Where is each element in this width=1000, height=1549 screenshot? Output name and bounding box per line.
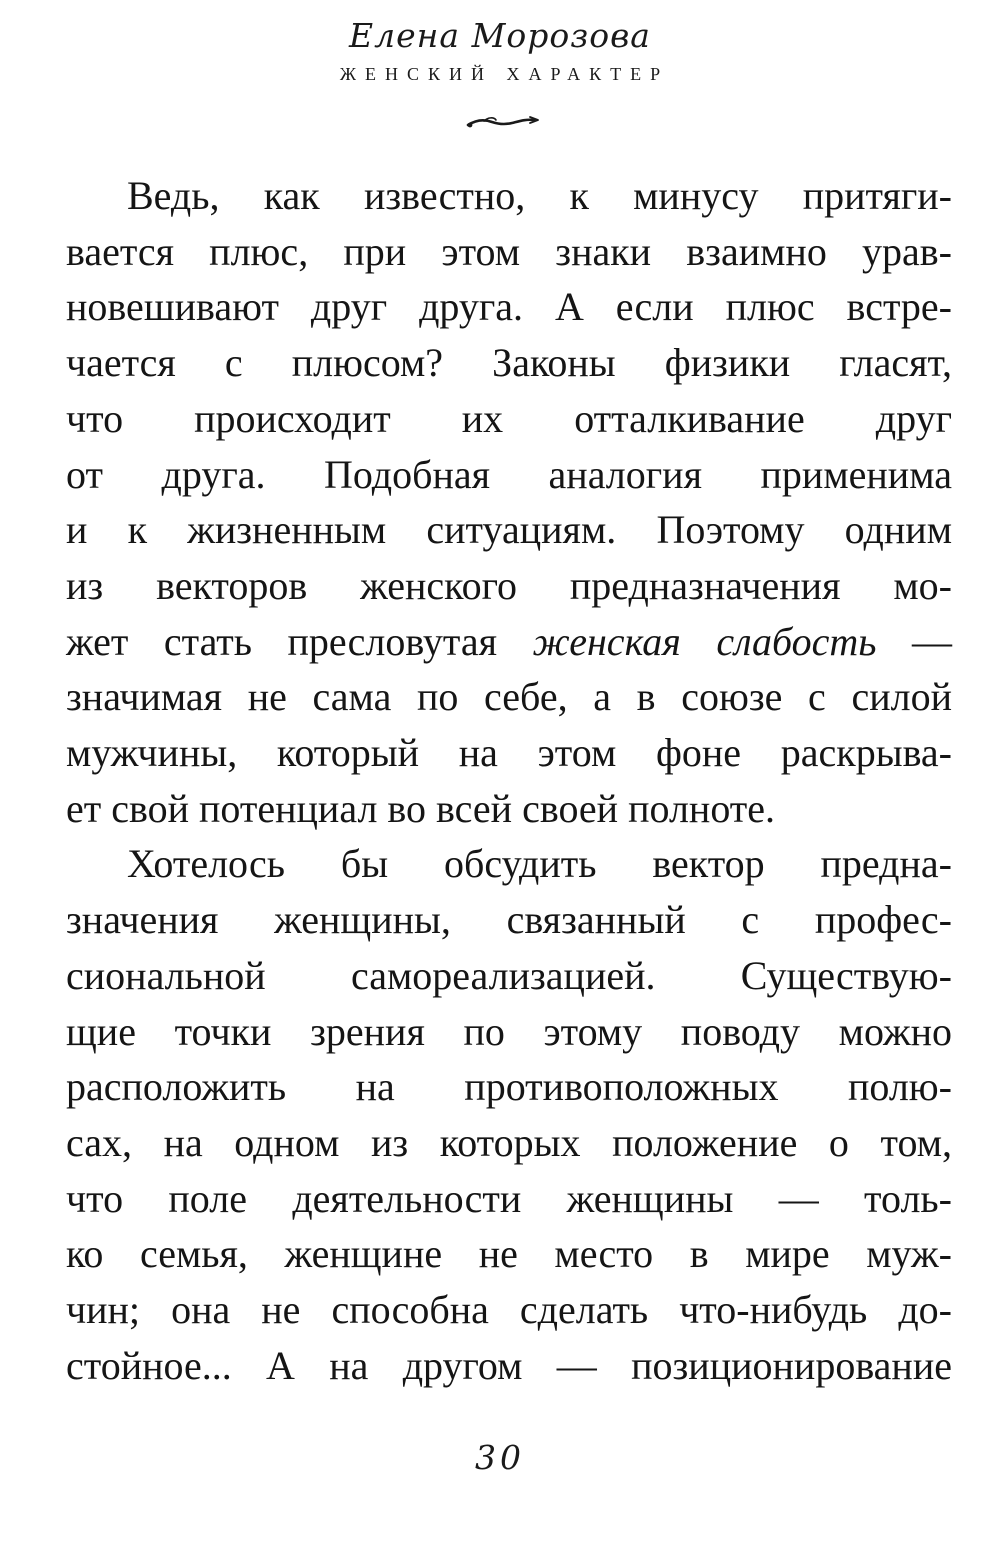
text-line: щие точки зрения по этому поводу можно: [66, 1008, 952, 1054]
text-line: сах, на одном из которых положение о том,: [66, 1119, 952, 1165]
flourish-ornament-icon: [462, 108, 542, 134]
paragraph-2: [66, 836, 952, 1393]
paragraph-1: [66, 168, 952, 836]
text-line: значимая не сама по себе, а в союзе с силой: [66, 674, 952, 720]
text-line: Ведь, как известно, к минусу притяги-: [127, 173, 952, 218]
page-number: 30: [475, 1438, 525, 1477]
text-line: новешивают друг друга. А если плюс встре-: [66, 284, 952, 330]
text-line: ет свой потенциал во всей своей полноте.: [66, 785, 776, 831]
text-line: сиональной самореализацией. Существую-: [66, 952, 952, 998]
text-line: вается плюс, при этом знаки взаимно урав-: [66, 228, 952, 274]
main-text: [66, 168, 952, 1393]
text-line-with-emphasis: [66, 614, 952, 670]
text-line: что поле деятельности женщины — толь-: [66, 1175, 952, 1221]
text-line: стойное... А на другом — позиционирование: [66, 1342, 952, 1388]
text-segment: жет стать пресловутая: [66, 618, 533, 664]
text-segment: —: [876, 618, 952, 664]
text-line: из векторов женского предназначения мо-: [66, 562, 952, 608]
author-name: Елена Морозова: [349, 16, 651, 55]
text-line: и к жизненным ситуациям. Поэтому одним: [66, 507, 952, 553]
emphasized-phrase: женская слабость: [532, 618, 877, 664]
book-title: ЖЕНСКИЙ ХАРАКТЕР: [339, 64, 670, 84]
text-line: расположить на противоположных полю-: [66, 1064, 952, 1110]
text-line: что происходит их отталкивание друг: [66, 395, 952, 441]
text-line: Хотелось бы обсудить вектор предна-: [127, 841, 952, 887]
text-line: ко семья, женщине не место в мире муж-: [66, 1231, 952, 1277]
text-line: от друга. Подобная аналогия применима: [66, 451, 952, 497]
text-line: значения женщины, связанный с профес-: [66, 897, 952, 943]
text-line: чается с плюсом? Законы физики гласят,: [66, 340, 952, 386]
text-line: чин; она не способна сделать что-нибудь до-: [66, 1287, 952, 1333]
running-header: [0, 14, 1000, 86]
text-line: мужчины, который на этом фоне раскрыва-: [66, 730, 952, 776]
